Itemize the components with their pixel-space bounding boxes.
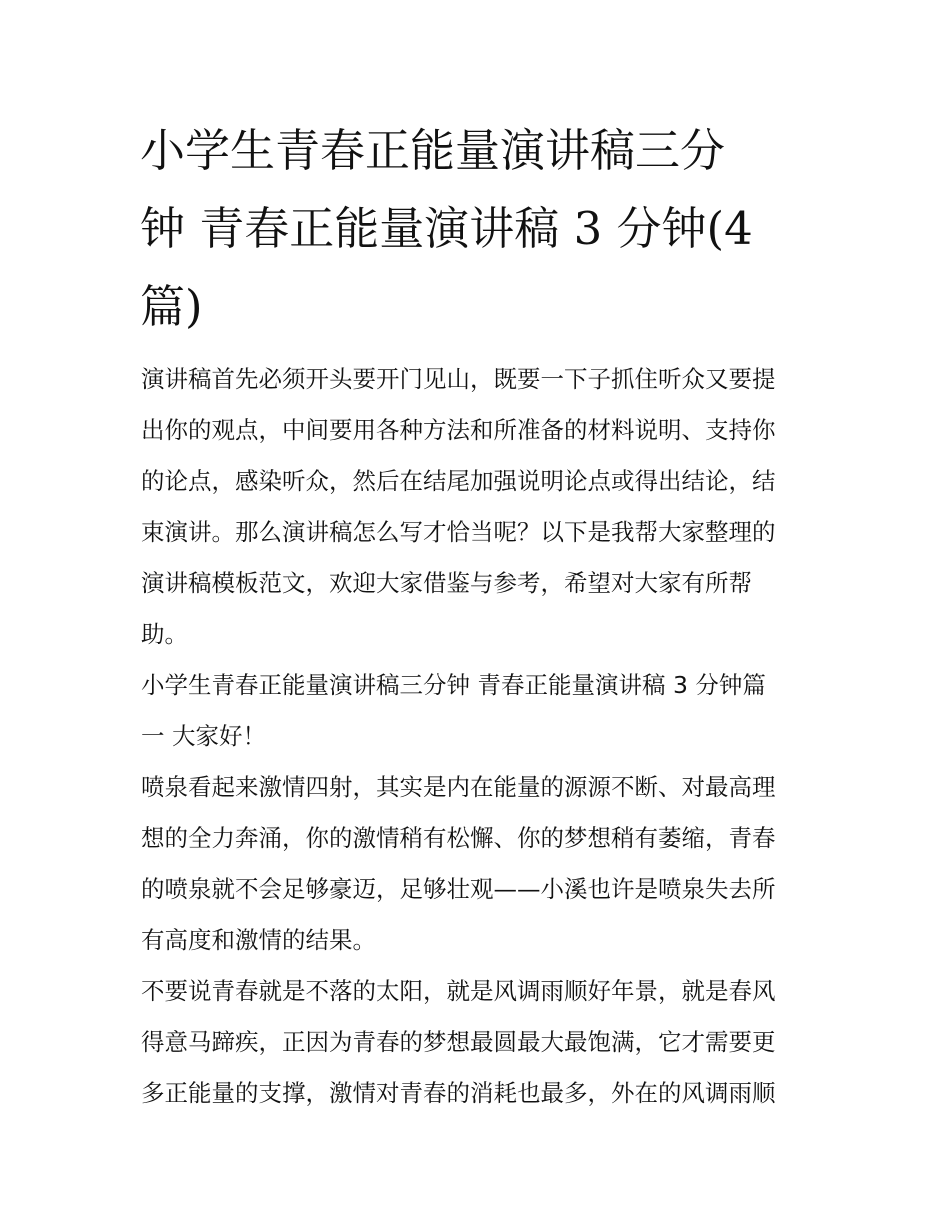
title-line: 篇) bbox=[140, 280, 203, 333]
text-line: 演讲稿模板范文，欢迎大家借鉴与参考，希望对大家有所帮 bbox=[141, 569, 752, 597]
text-line: 助。 bbox=[141, 620, 188, 648]
text-line: 多正能量的支撑，激情对青春的消耗也最多，外在的风调雨顺 bbox=[141, 1079, 776, 1107]
text-line: 有高度和激情的结果。 bbox=[141, 926, 376, 954]
paragraph-section-heading bbox=[141, 660, 776, 762]
text-line: 不要说青春就是不落的太阳，就是风调雨顺好年景，就是春风 bbox=[141, 977, 776, 1005]
title-line: 小学生青春正能量演讲稿三分 bbox=[140, 124, 726, 177]
text-line: 的论点，感染听众，然后在结尾加强说明论点或得出结论，结 bbox=[141, 467, 776, 495]
text-line: 小学生青春正能量演讲稿三分钟 青春正能量演讲稿 3 分钟篇 bbox=[141, 671, 766, 699]
text-line: 一 大家好！ bbox=[141, 722, 266, 750]
document-body bbox=[141, 354, 776, 1119]
paragraph bbox=[141, 966, 776, 1119]
paragraph bbox=[141, 762, 776, 966]
text-line: 想的全力奔涌，你的激情稍有松懈、你的梦想稍有萎缩，青春 bbox=[141, 824, 776, 852]
text-line: 束演讲。那么演讲稿怎么写才恰当呢？以下是我帮大家整理的 bbox=[141, 518, 776, 546]
text-line: 出你的观点，中间要用各种方法和所准备的材料说明、支持你 bbox=[141, 416, 776, 444]
text-line: 演讲稿首先必须开头要开门见山，既要一下子抓住听众又要提 bbox=[141, 365, 776, 393]
document-title bbox=[140, 112, 753, 346]
text-line: 的喷泉就不会足够豪迈，足够壮观——小溪也许是喷泉失去所 bbox=[141, 875, 776, 903]
title-line: 钟 青春正能量演讲稿 3 分钟(4 bbox=[140, 202, 753, 255]
text-line: 喷泉看起来激情四射，其实是内在能量的源源不断、对最高理 bbox=[141, 773, 776, 801]
paragraph-intro bbox=[141, 354, 776, 660]
text-line: 得意马蹄疾，正因为青春的梦想最圆最大最饱满，它才需要更 bbox=[141, 1028, 776, 1056]
